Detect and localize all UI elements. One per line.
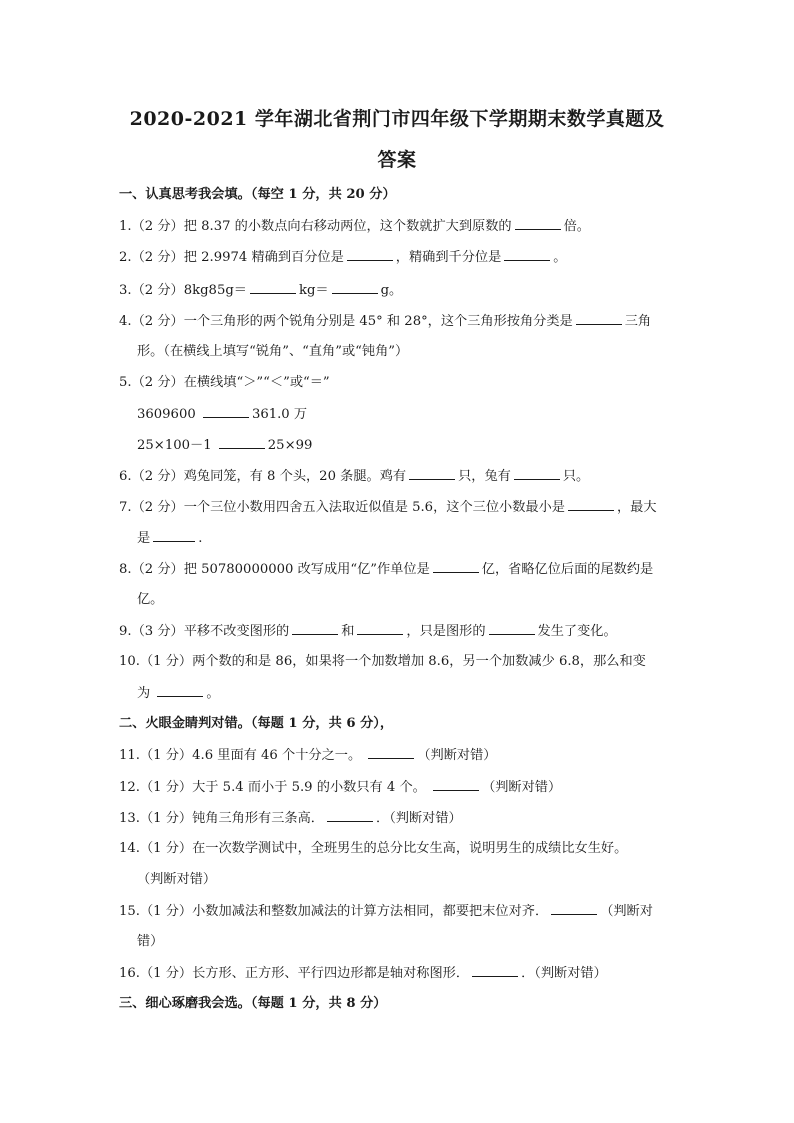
- question-4: 4.（2 分）一个三角形的两个锐角分别是 45° 和 28°，这个三角形按角分类是 三角: [119, 314, 652, 329]
- answer-blank[interactable]: [576, 312, 622, 325]
- question-2: 2.（2 分）把 2.9974 精确到百分位是 ，精确到千分位是 。: [119, 250, 567, 265]
- question-8: 8.（2 分）把 50780000000 改写成用“亿”作单位是 亿，省略亿位后面的尾数约是: [119, 562, 654, 577]
- answer-blank[interactable]: [409, 467, 455, 480]
- question-8-continued: 亿。: [137, 592, 164, 607]
- answer-blank[interactable]: [357, 622, 403, 635]
- answer-blank[interactable]: [433, 778, 479, 791]
- answer-blank[interactable]: [515, 217, 561, 230]
- answer-blank[interactable]: [157, 684, 203, 697]
- answer-blank[interactable]: [332, 281, 378, 294]
- section-2-heading: 二、火眼金睛判对错。（每题 1 分，共 6 分），: [119, 716, 394, 731]
- question-7-continued: 是 .: [137, 531, 203, 546]
- question-10: 10.（1 分）两个数的和是 86，如果将一个加数增加 8.6，另一个加数减少 6.8，那么和变: [119, 654, 646, 669]
- document-title-line-1: 2020-2021 学年湖北省荆门市四年级下学期期末数学真题及: [129, 108, 665, 130]
- document-title-line-2: 答案: [377, 149, 417, 171]
- question-15-continued: 错）: [137, 934, 164, 949]
- question-3: 3.（2 分）8kg85g＝ kg＝ g。: [119, 283, 403, 298]
- answer-blank[interactable]: [368, 746, 414, 759]
- question-14: 14.（1 分）在一次数学测试中，全班男生的总分比女生高，说明男生的成绩比女生好。: [119, 841, 628, 856]
- answer-blank[interactable]: [433, 560, 479, 573]
- question-5: 5.（2 分）在横线填“＞”“＜”或“＝”: [119, 375, 330, 390]
- section-1-heading: 一、认真思考我会填。（每空 1 分，共 20 分）: [119, 187, 396, 202]
- question-12: 12.（1 分）大于 5.4 而小于 5.9 的小数只有 4 个。 （判断对错）: [119, 780, 562, 795]
- answer-blank[interactable]: [504, 248, 550, 261]
- section-3-heading: 三、细心琢磨我会选。（每题 1 分，共 8 分）: [119, 996, 387, 1011]
- answer-blank[interactable]: [568, 498, 614, 511]
- answer-blank[interactable]: [551, 902, 597, 915]
- answer-blank[interactable]: [472, 964, 518, 977]
- question-15: 15.（1 分）小数加减法和整数加减法的计算方法相同，都要把末位对齐． （判断对: [119, 904, 653, 919]
- question-1: 1.（2 分）把 8.37 的小数点向右移动两位，这个数就扩大到原数的 倍。: [119, 219, 590, 234]
- answer-blank[interactable]: [347, 248, 393, 261]
- question-5-row-2: 25×100－1 25×99: [137, 438, 313, 453]
- question-10-continued: 为 。: [137, 686, 220, 701]
- answer-blank[interactable]: [153, 529, 195, 542]
- question-9: 9.（3 分）平移不改变图形的 和 ，只是图形的 发生了变化。: [119, 624, 617, 639]
- question-7: 7.（2 分）一个三位小数用四舍五入法取近似值是 5.6，这个三位小数最小是 ，最大: [119, 500, 657, 515]
- question-13: 13.（1 分）钝角三角形有三条高． ．（判断对错）: [119, 811, 462, 826]
- answer-blank[interactable]: [514, 467, 560, 480]
- question-14-continued: （判断对错）: [137, 872, 217, 887]
- answer-blank[interactable]: [327, 809, 373, 822]
- answer-blank[interactable]: [203, 405, 249, 418]
- answer-blank[interactable]: [250, 281, 296, 294]
- question-11: 11.（1 分）4.6 里面有 46 个十分之一。 （判断对错）: [119, 748, 497, 763]
- question-4-continued: 形。（在横线上填写“锐角”、“直角”或“钝角”）: [137, 344, 409, 359]
- answer-blank[interactable]: [219, 436, 265, 449]
- question-6: 6.（2 分）鸡兔同笼，有 8 个头，20 条腿。鸡有 只，兔有 只。: [119, 469, 590, 484]
- question-5-row-1: 3609600 361.0 万: [137, 407, 308, 422]
- answer-blank[interactable]: [292, 622, 338, 635]
- answer-blank[interactable]: [489, 622, 535, 635]
- question-16: 16.（1 分）长方形、正方形、平行四边形都是轴对称图形． ．（判断对错）: [119, 966, 607, 981]
